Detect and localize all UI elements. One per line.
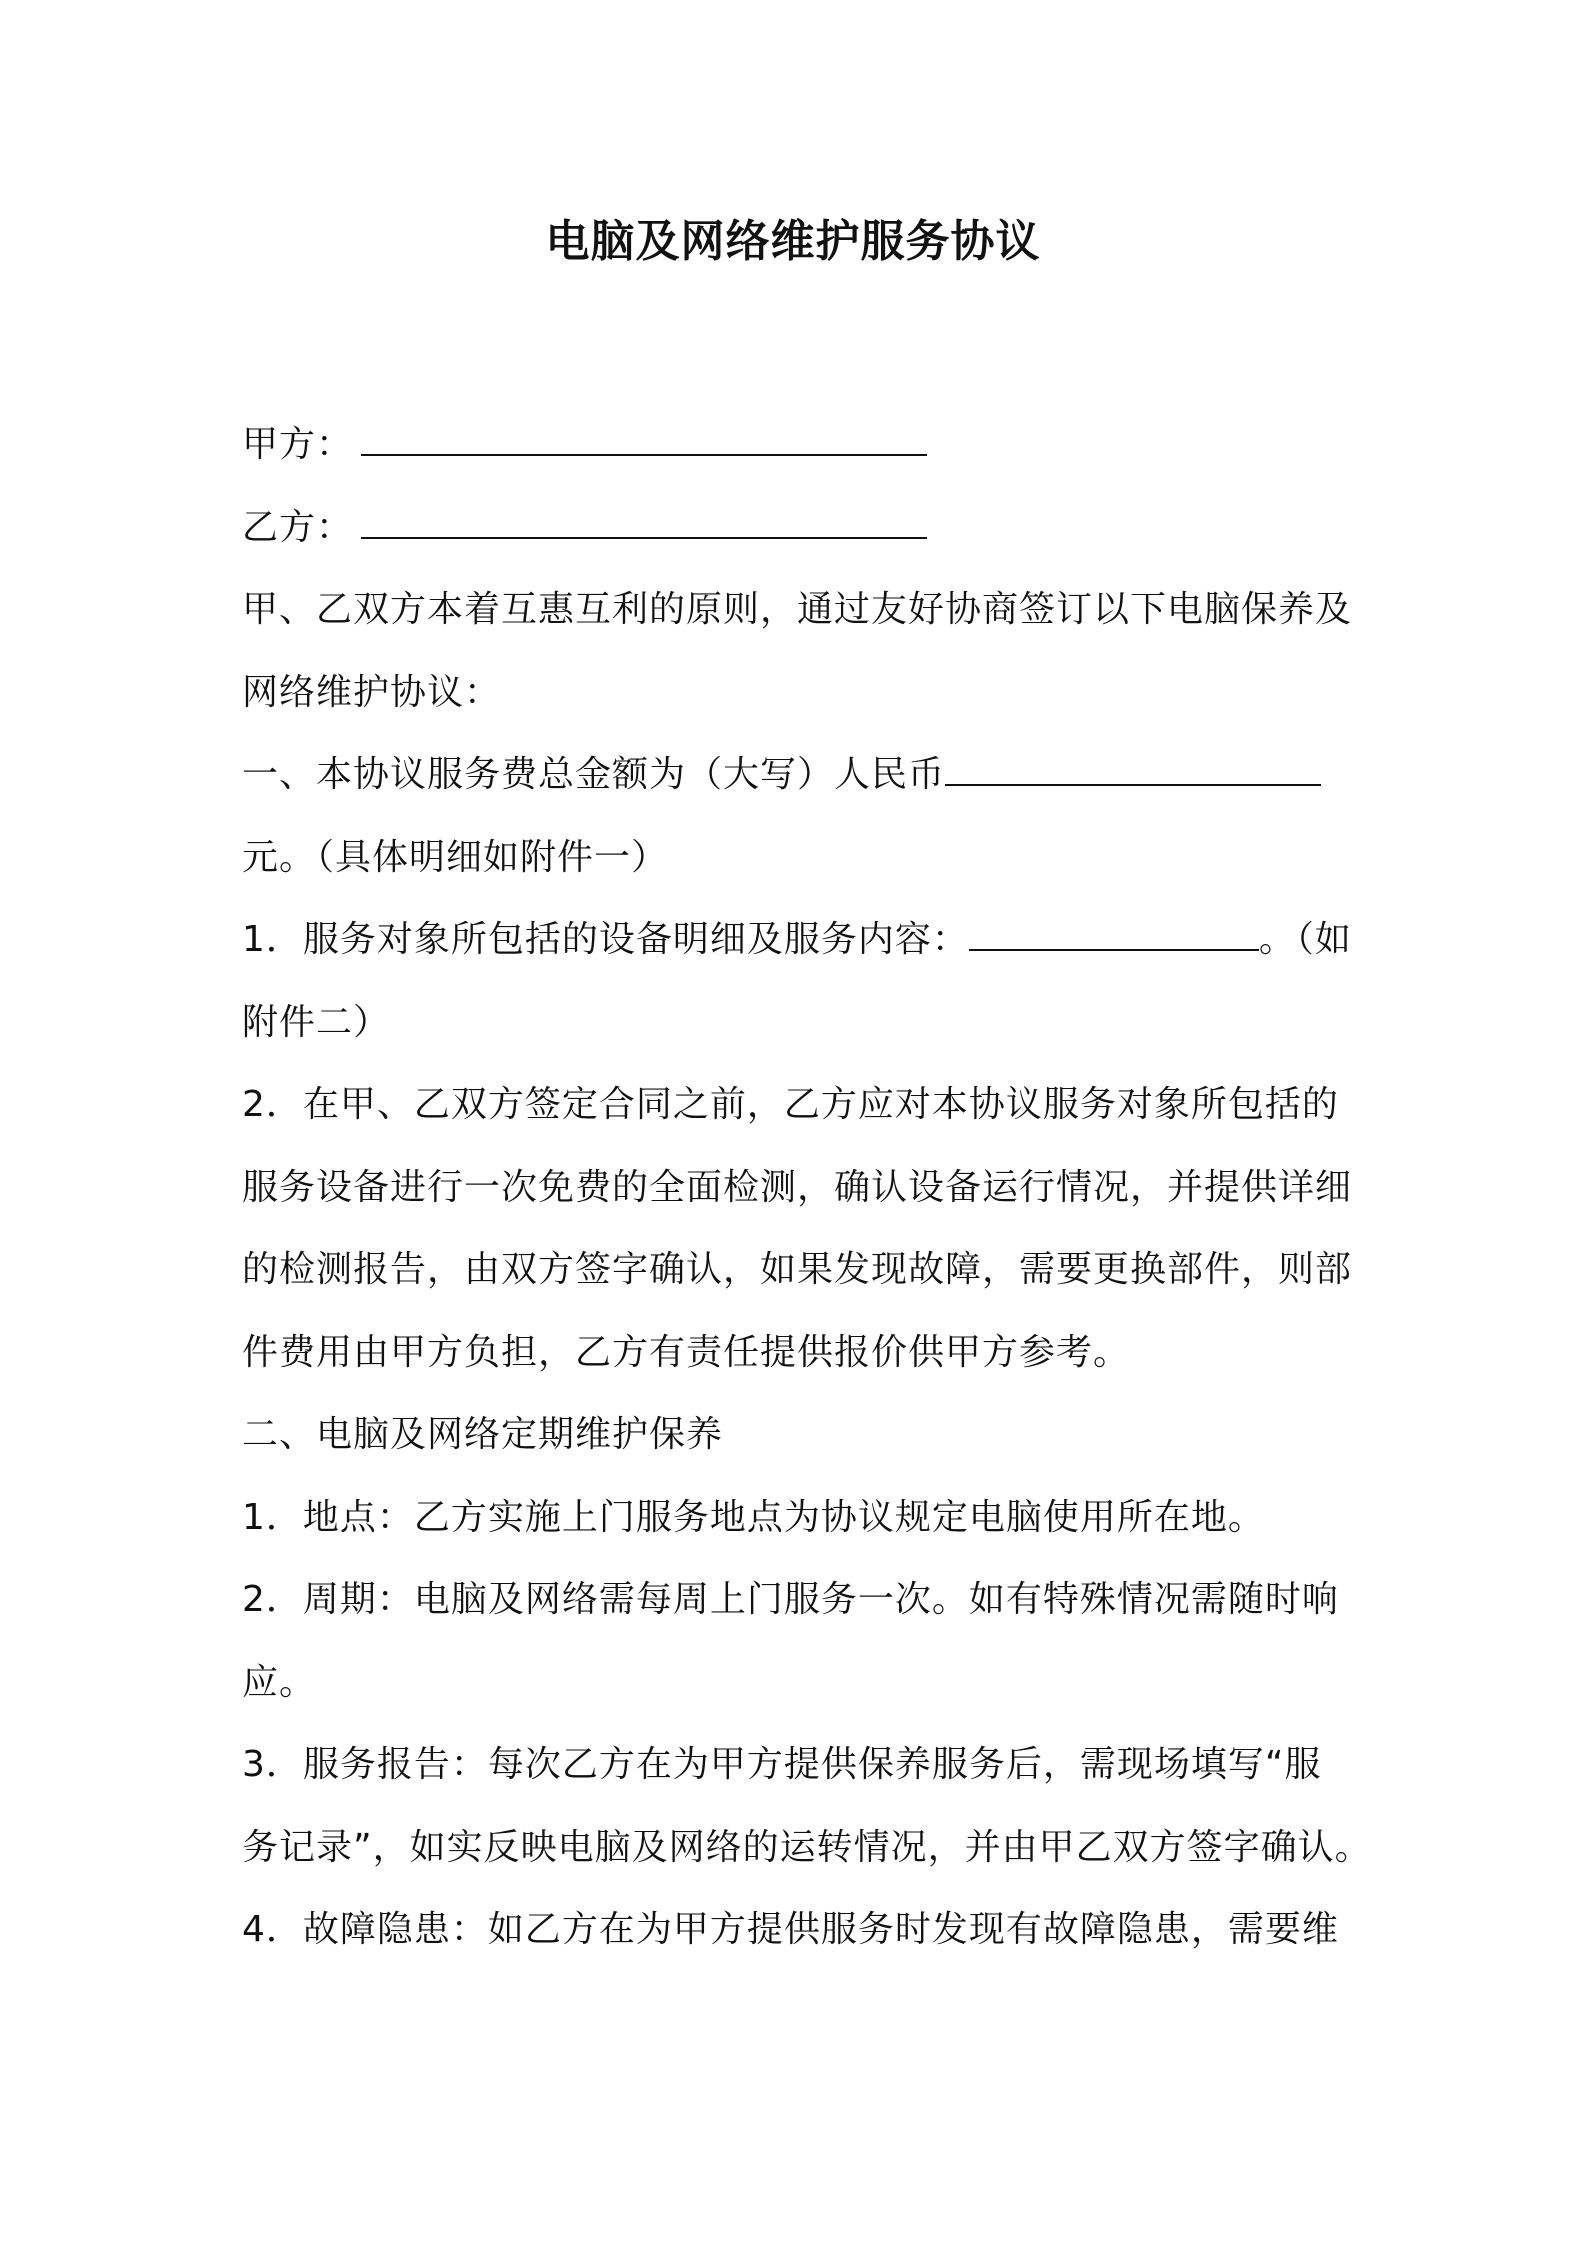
party-a-label: 甲方： — [242, 424, 354, 465]
item-2-line-2: 服务设备进行一次免费的全面检测，确认设备运行情况，并提供详细 — [242, 1166, 1353, 1208]
party-a-blank — [361, 420, 927, 456]
item-2-line-3: 的检测报告，由双方签字确认，如果发现故障，需要更换部件，则部 — [242, 1249, 1353, 1290]
document-body — [242, 404, 1372, 1972]
item-2-line-1: 2．在甲、乙双方签定合同之前，乙方应对本协议服务对象所包括的 — [242, 1084, 1339, 1125]
s2-item-3-line-1: 3．服务报告：每次乙方在为甲方提供保养服务后，需现场填写“服 — [242, 1744, 1322, 1785]
section-2-heading: 二、电脑及网络定期维护保养 — [242, 1414, 724, 1455]
party-a-line — [242, 404, 1362, 487]
s2-item-4-line-1: 4．故障隐患：如乙方在为甲方提供服务时发现有故障隐患，需要维 — [242, 1909, 1339, 1950]
equipment-blank — [969, 915, 1259, 951]
s2-item-3-line-2: 务记录”，如实反映电脑及网络的运转情况，并由甲乙双方签字确认。 — [242, 1826, 1372, 1868]
s2-item-2-line-1: 2．周期：电脑及网络需每周上门服务一次。如有特殊情况需随时响 — [242, 1579, 1339, 1620]
item-2-line-4: 件费用由甲方负担，乙方有责任提供报价供甲方参考。 — [242, 1331, 1131, 1373]
party-b-label: 乙方： — [242, 506, 354, 548]
item-1-line-1 — [242, 899, 1362, 982]
intro-line-2: 网络维护协议： — [242, 671, 502, 713]
section-1-text: 一、本协议服务费总金额为（大写）人民币 — [242, 754, 946, 795]
item-1-text-b: 。（如 — [1258, 919, 1352, 960]
section-1-line-2: 元。（具体明细如附件一） — [242, 836, 669, 878]
item-1-line-2: 附件二） — [242, 1001, 391, 1043]
intro-line-1: 甲、乙双方本着互惠互利的原则，通过友好协商签订以下电脑保养及 — [242, 589, 1353, 630]
document-title: 电脑及网络维护服务协议 — [545, 216, 1041, 267]
s2-item-2-line-2: 应。 — [242, 1661, 317, 1703]
amount-blank — [945, 750, 1321, 786]
party-b-line — [242, 487, 1362, 570]
s2-item-1: 1．地点：乙方实施上门服务地点为协议规定电脑使用所在地。 — [242, 1496, 1265, 1538]
section-1-line-1 — [242, 734, 1362, 817]
item-1-text-a: 1．服务对象所包括的设备明细及服务内容： — [242, 919, 969, 960]
party-b-blank — [361, 503, 927, 539]
